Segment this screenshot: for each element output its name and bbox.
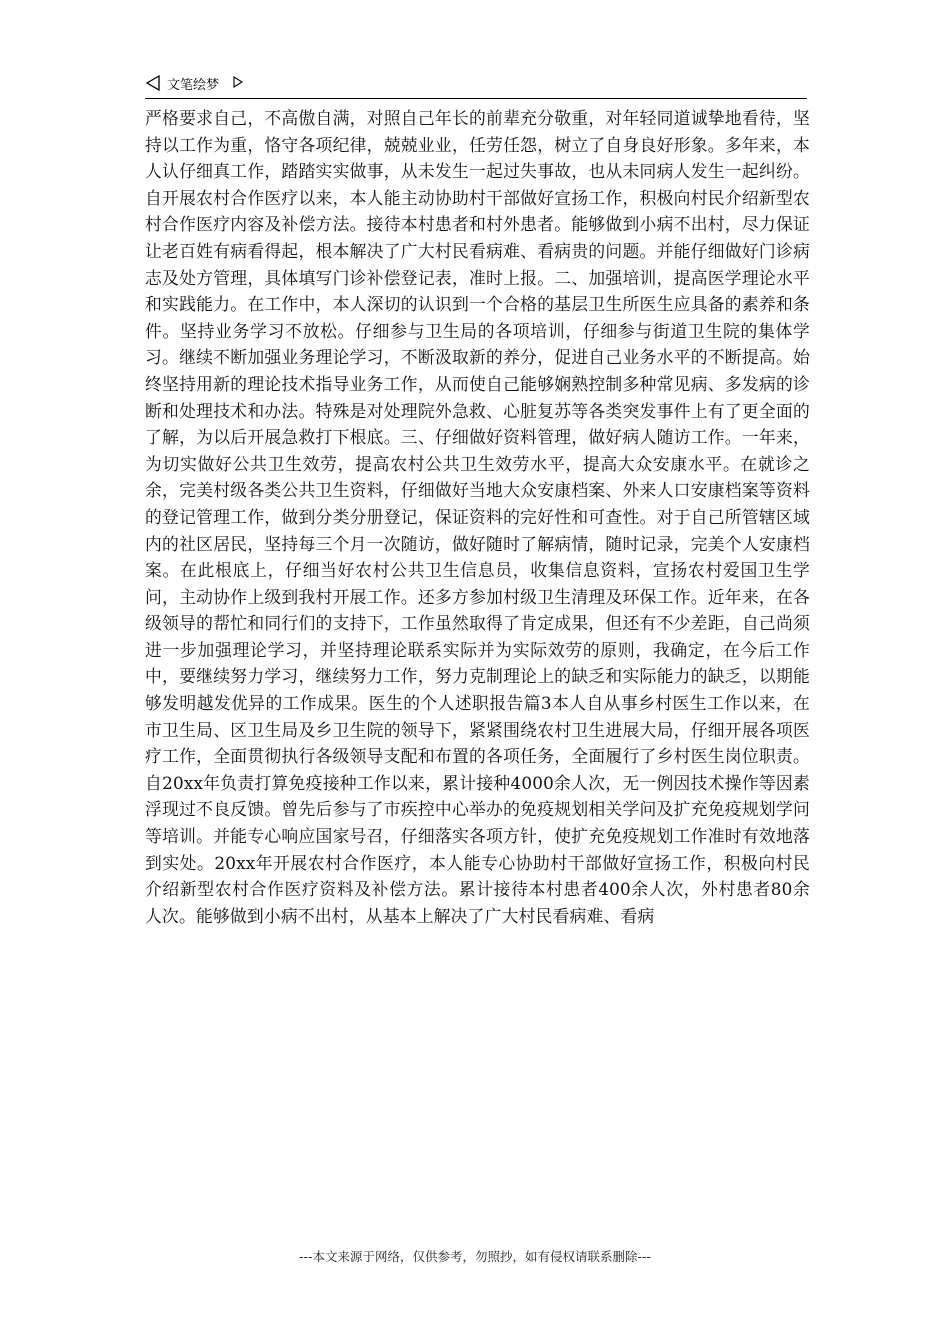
footer-disclaimer: ---本文来源于网络，仅供参考，勿照抄，如有侵权请联系删除--- (298, 1249, 652, 1264)
triangle-left-outline-icon (145, 75, 161, 91)
header-title: 文笔绘梦 (167, 78, 220, 93)
page-header (145, 72, 807, 99)
triangle-right-outline-icon (233, 76, 243, 88)
body-paragraph: 严格要求自己，不高傲自满，对照自己年长的前辈充分敬重，对年轻同道诚挚地看待，坚持以工作为重，恪守各项纪律，兢兢业业，任劳任怨，树立了自身良好形象。多年来，本人认仔细真工作，踏踏实实做事，从未发生一起过失事故，也从未同病人发生一起纠纷。自开展农村合作医疗以来，本人能主动协助村干部做好宣扬工作，积极向村民介绍新型农村合作医疗内容及补偿方法。接待本村患者和村外患者。能够做到小病不出村，尽力保证让老百姓有病看得起，根本解决了广大村民看病难、看病贵的问题。并能仔细做好门诊病志及处方管理，具体填写门诊补偿登记表，准时上报。二、加强培训，提高医学理论水平和实践能力。在工作中，本人深切的认识到一个合格的基层卫生所医生应具备的素养和条件。坚持业务学习不放松。仔细参与卫生局的各项培训，仔细参与街道卫生院的集体学习。继续不断加强业务理论学习，不断汲取新的养分，促进自己业务水平的不断提高。始终坚持用新的理论技术指导业务工作，从而使自己能够娴熟控制多种常见病、多发病的诊断和处理技术和办法。特殊是对处理院外急救、心脏复苏等各类突发事件上有了更全面的了解，为以后开展急救打下根底。三、仔细做好资料管理，做好病人随访工作。一年来，为切实做好公共卫生效劳，提高农村公共卫生效劳水平，提高大众安康水平。在就诊之余，完美村级各类公共卫生资料，仔细做好当地大众安康档案、外来人口安康档案等资料的登记管理工作，做到分类分册登记，保证资料的完好性和可查性。对于自己所管辖区域内的社区居民，坚持每三个月一次随访，做好随时了解病情，随时记录，完美个人安康档案。在此根底上，仔细当好农村公共卫生信息员，收集信息资料，宣扬农村爱国卫生学问，主动协作上级到我村开展工作。还多方参加村级卫生清理及环保工作。近年来，在各级领导的帮忙和同行们的支持下，工作虽然取得了肯定成果，但还有不少差距，自己尚须进一步加强理论学习，并坚持理论联系实际并为实际效劳的原则，我确定，在今后工作中，要继续努力学习，继续努力工作，努力克制理论上的缺乏和实际能力的缺乏，以期能够发明越发优异的工作成果。医生的个人述职报告篇3本人自从事乡村医生工作以来，在市卫生局、区卫生局及乡卫生院的领导下，紧紧围绕农村卫生进展大局，仔细开展各项医疗工作，全面贯彻执行各级领导支配和布置的各项任务，全面履行了乡村医生岗位职责。自20xx年负责打算免疫接种工作以来，累计接种4000余人次，无一例因技术操作等因素浮现过不良反馈。曾先后参与了市疾控中心举办的免疫规划相关学问及扩充免疫规划学问等培训。并能专心响应国家号召，仔细落实各项方针，使扩充免疫规划工作准时有效地落到实处。20xx年开展农村合作医疗，本人能专心协助村干部做好宣扬工作，积极向村民介绍新型农村合作医疗资料及补偿方法。累计接待本村患者400余人次，外村患者80余人次。能够做到小病不出村，从基本上解决了广大村民看病难、看病 (145, 108, 810, 926)
